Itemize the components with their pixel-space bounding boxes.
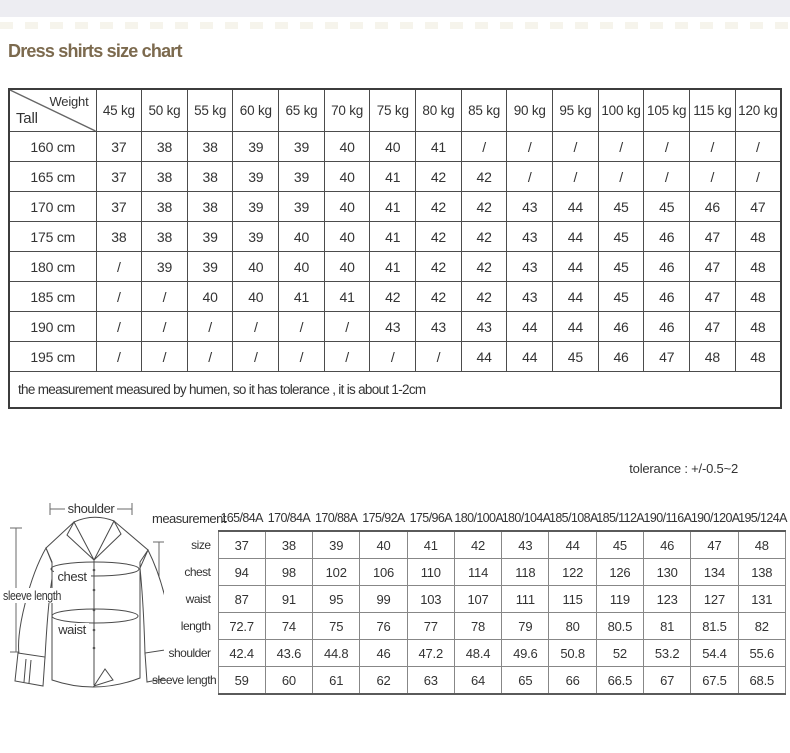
measurement-value-cell: 82 [738,613,785,640]
size-chart-row [9,162,781,192]
measurement-value-cell: 94 [218,559,265,586]
measurement-value-cell: 49.6 [502,640,549,667]
waist-label: waist [58,622,86,637]
size-value-cell: 42 [416,222,462,252]
measurement-header-row [152,505,786,531]
size-value-cell: / [324,312,370,342]
measurement-value-cell: 39 [313,531,360,559]
size-value-cell: 42 [416,162,462,192]
weight-header-cell: 90 kg [507,89,553,132]
size-value-cell: / [142,342,188,372]
size-value-cell: 45 [598,192,644,222]
size-value-cell: 47 [644,342,690,372]
weight-header-cell: 100 kg [598,89,644,132]
measurement-column-header: 195/124A [738,505,785,531]
measurement-row-label: waist [185,592,211,606]
measurement-column-header: 175/92A [360,505,407,531]
size-value-cell: / [735,132,781,162]
weight-header-cell: 50 kg [142,89,188,132]
measurement-row [152,640,786,667]
weight-header-cell: 70 kg [324,89,370,132]
measurement-value-cell: 62 [360,667,407,695]
size-chart-row [9,312,781,342]
size-value-cell: / [279,312,325,342]
size-value-cell: 40 [279,222,325,252]
faded-watermark-strip [0,22,790,29]
measurement-row [152,613,786,640]
measurement-value-cell: 95 [313,586,360,613]
size-value-cell: 41 [370,252,416,282]
size-value-cell: / [735,162,781,192]
size-value-cell: / [690,162,736,192]
size-value-cell: / [187,312,233,342]
size-value-cell: 39 [233,222,279,252]
sleeve-length-label: sleeve length [3,588,62,603]
size-value-cell: 39 [142,252,188,282]
measurement-value-cell: 103 [407,586,454,613]
size-value-cell: / [644,162,690,192]
size-value-cell: 44 [507,342,553,372]
size-value-cell: 42 [416,252,462,282]
measurement-value-cell: 50.8 [549,640,596,667]
size-value-cell: / [690,132,736,162]
measurement-value-cell: 42.4 [218,640,265,667]
measurement-value-cell: 63 [407,667,454,695]
measurement-column-header: 190/120A [691,505,738,531]
measurement-value-cell: 43.6 [265,640,312,667]
measurement-value-cell: 119 [596,586,643,613]
corner-weight-label: Weight [49,94,89,109]
size-value-cell: 39 [279,132,325,162]
size-value-cell: 46 [644,282,690,312]
measurement-value-cell: 60 [265,667,312,695]
size-value-cell: 44 [553,282,599,312]
size-value-cell: / [96,312,142,342]
size-value-cell: 40 [324,222,370,252]
size-value-cell: / [142,312,188,342]
size-value-cell: 46 [598,312,644,342]
size-value-cell: 43 [507,282,553,312]
measurement-value-cell: 46 [644,531,691,559]
size-value-cell: 40 [324,252,370,282]
size-value-cell: / [416,342,462,372]
measurement-value-cell: 74 [265,613,312,640]
size-value-cell: 39 [233,162,279,192]
size-value-cell: 42 [461,252,507,282]
weight-header-cell: 105 kg [644,89,690,132]
measurement-value-cell: 66 [549,667,596,695]
size-value-cell: / [553,162,599,192]
size-value-cell: 39 [279,162,325,192]
size-value-cell: 46 [598,342,644,372]
measurement-value-cell: 54.4 [691,640,738,667]
size-value-cell: 38 [142,132,188,162]
measurement-value-cell: 131 [738,586,785,613]
measurement-value-cell: 43 [502,531,549,559]
size-value-cell: 45 [553,342,599,372]
corner-tall-label: Tall [16,110,38,127]
tall-cell: 175 cm [9,222,96,252]
size-value-cell: 46 [644,222,690,252]
weight-header-cell: 120 kg [735,89,781,132]
measurement-value-cell: 111 [502,586,549,613]
size-value-cell: / [324,342,370,372]
size-value-cell: 38 [142,222,188,252]
measurement-row-label: size [191,537,211,552]
size-value-cell: 44 [553,252,599,282]
size-value-cell: 41 [416,132,462,162]
tall-cell: 185 cm [9,282,96,312]
measurement-column-header: 185/108A [549,505,596,531]
size-value-cell: 48 [735,312,781,342]
measurement-value-cell: 38 [265,531,312,559]
size-chart-row [9,132,781,162]
measurement-row-label: length [180,619,211,633]
size-value-cell: / [233,342,279,372]
tall-cell: 170 cm [9,192,96,222]
size-value-cell: 48 [735,252,781,282]
weight-header-cell: 95 kg [553,89,599,132]
note-row [9,372,781,409]
size-value-cell: 39 [233,192,279,222]
measurement-value-cell: 66.5 [596,667,643,695]
tall-cell: 195 cm [9,342,96,372]
measurement-column-header: 185/112A [596,505,643,531]
size-value-cell: / [644,132,690,162]
measurement-value-cell: 48.4 [454,640,501,667]
size-value-cell: / [96,342,142,372]
size-value-cell: 48 [690,342,736,372]
size-chart-row [9,252,781,282]
size-value-cell: 41 [370,162,416,192]
size-value-cell: 45 [598,222,644,252]
size-value-cell: 44 [553,192,599,222]
measurement-value-cell: 40 [360,531,407,559]
measurement-value-cell: 98 [265,559,312,586]
top-bar [0,0,790,17]
measurement-value-cell: 126 [596,559,643,586]
size-value-cell: 41 [370,222,416,252]
size-value-cell: 48 [735,222,781,252]
size-value-cell: 38 [187,132,233,162]
measurement-value-cell: 79 [502,613,549,640]
size-value-cell: 43 [507,192,553,222]
size-chart-row [9,222,781,252]
measurement-value-cell: 123 [644,586,691,613]
measurement-value-cell: 75 [313,613,360,640]
size-value-cell: / [233,312,279,342]
measurement-value-cell: 130 [644,559,691,586]
chest-label: chest [57,569,87,584]
measurement-row-label: shoulder [168,646,211,660]
measurement-value-cell: 115 [549,586,596,613]
size-value-cell: 40 [324,192,370,222]
measurement-row [152,586,786,613]
shirt-diagram [2,492,164,720]
measurement-row-label: chest [184,565,211,579]
size-value-cell: 39 [187,222,233,252]
weight-header-cell: 85 kg [461,89,507,132]
size-value-cell: 42 [461,192,507,222]
size-value-cell: 39 [187,252,233,282]
size-value-cell: 47 [690,312,736,342]
size-chart-table [8,88,782,409]
measurement-value-cell: 68.5 [738,667,785,695]
measurement-value-cell: 107 [454,586,501,613]
size-value-cell: 42 [416,282,462,312]
size-value-cell: 38 [96,222,142,252]
size-value-cell: / [598,162,644,192]
size-value-cell: 40 [233,282,279,312]
size-value-cell: 40 [370,132,416,162]
tall-cell: 165 cm [9,162,96,192]
tolerance-note: tolerance : +/-0.5~2 [629,461,738,476]
size-value-cell: 43 [416,312,462,342]
measurement-value-cell: 80.5 [596,613,643,640]
size-value-cell: 40 [324,162,370,192]
size-value-cell: / [507,162,553,192]
size-value-cell: 40 [187,282,233,312]
size-value-cell: / [279,342,325,372]
size-value-cell: 37 [96,162,142,192]
size-chart-row [9,192,781,222]
size-value-cell: / [461,132,507,162]
weight-header-cell: 55 kg [187,89,233,132]
size-value-cell: 40 [233,252,279,282]
size-value-cell: / [96,282,142,312]
measurement-value-cell: 76 [360,613,407,640]
measurement-column-header: 175/96A [407,505,454,531]
weight-header-row [9,89,781,132]
measurement-value-cell: 64 [454,667,501,695]
measurement-value-cell: 55.6 [738,640,785,667]
size-value-cell: 46 [690,192,736,222]
measurement-value-cell: 67 [644,667,691,695]
size-chart-row [9,282,781,312]
size-value-cell: 43 [461,312,507,342]
size-value-cell: 44 [507,312,553,342]
measurement-value-cell: 67.5 [691,667,738,695]
size-value-cell: 40 [324,132,370,162]
size-value-cell: 47 [690,222,736,252]
measurement-value-cell: 138 [738,559,785,586]
measurement-value-cell: 59 [218,667,265,695]
measurement-row [152,531,786,559]
measurement-column-header: 190/116A [644,505,691,531]
size-value-cell: 47 [690,282,736,312]
measurement-header-label: measurement [152,510,226,526]
size-chart-row [9,342,781,372]
size-value-cell: 45 [598,252,644,282]
measurement-value-cell: 81 [644,613,691,640]
size-value-cell: 45 [598,282,644,312]
measurement-row [152,667,786,695]
measurement-column-header: 170/84A [265,505,312,531]
tall-cell: 160 cm [9,132,96,162]
measurement-value-cell: 37 [218,531,265,559]
measurement-value-cell: 48 [738,531,785,559]
size-value-cell: 40 [279,252,325,282]
measurement-value-cell: 87 [218,586,265,613]
size-value-cell: / [370,342,416,372]
measurement-value-cell: 46 [360,640,407,667]
measurement-value-cell: 127 [691,586,738,613]
measurement-value-cell: 61 [313,667,360,695]
size-value-cell: 44 [553,222,599,252]
size-value-cell: 38 [187,162,233,192]
size-value-cell: / [507,132,553,162]
size-value-cell: / [142,282,188,312]
tall-cell: 190 cm [9,312,96,342]
measurement-row-label: sleeve length [152,673,217,688]
size-value-cell: 42 [370,282,416,312]
measurement-value-cell: 47.2 [407,640,454,667]
measurement-value-cell: 45 [596,531,643,559]
size-value-cell: 38 [142,192,188,222]
size-value-cell: / [187,342,233,372]
measurement-value-cell: 42 [454,531,501,559]
size-value-cell: 46 [644,252,690,282]
size-value-cell: 46 [644,312,690,342]
tall-cell: 180 cm [9,252,96,282]
size-value-cell: 45 [644,192,690,222]
size-value-cell: 43 [507,252,553,282]
size-value-cell: 42 [461,162,507,192]
measurement-value-cell: 52 [596,640,643,667]
tall-weight-corner-cell [9,89,96,132]
measurement-value-cell: 41 [407,531,454,559]
size-value-cell: / [598,132,644,162]
measurement-column-header: 180/104A [502,505,549,531]
measurement-value-cell: 118 [502,559,549,586]
weight-header-cell: 45 kg [96,89,142,132]
tolerance-note-text: the measurement measured by humen, so it has tolerance , it is about 1-2cm [9,372,781,409]
weight-header-cell: 75 kg [370,89,416,132]
measurement-value-cell: 47 [691,531,738,559]
measurement-value-cell: 53.2 [644,640,691,667]
measurement-row [152,559,786,586]
size-value-cell: 44 [553,312,599,342]
measurement-value-cell: 91 [265,586,312,613]
measurement-column-header: 180/100A [454,505,501,531]
measurement-value-cell: 99 [360,586,407,613]
size-value-cell: 41 [279,282,325,312]
size-value-cell: 48 [735,282,781,312]
size-value-cell: 43 [507,222,553,252]
size-value-cell: 42 [461,222,507,252]
measurement-value-cell: 44 [549,531,596,559]
size-value-cell: 48 [735,342,781,372]
measurement-value-cell: 102 [313,559,360,586]
size-value-cell: 47 [690,252,736,282]
measurement-value-cell: 81.5 [691,613,738,640]
page-title: Dress shirts size chart [8,41,182,61]
measurement-value-cell: 44.8 [313,640,360,667]
size-value-cell: 42 [461,282,507,312]
measurement-value-cell: 65 [502,667,549,695]
size-value-cell: 37 [96,132,142,162]
measurement-column-header: 165/84A [218,505,265,531]
size-value-cell: 43 [370,312,416,342]
measurement-value-cell: 77 [407,613,454,640]
size-value-cell: 37 [96,192,142,222]
measurement-value-cell: 110 [407,559,454,586]
measurement-value-cell: 80 [549,613,596,640]
weight-header-cell: 60 kg [233,89,279,132]
size-value-cell: 47 [735,192,781,222]
measurement-value-cell: 72.7 [218,613,265,640]
size-value-cell: 38 [187,192,233,222]
size-value-cell: 39 [233,132,279,162]
weight-header-cell: 115 kg [690,89,736,132]
measurement-value-cell: 78 [454,613,501,640]
size-value-cell: / [553,132,599,162]
size-value-cell: 38 [142,162,188,192]
size-value-cell: 41 [324,282,370,312]
measurement-value-cell: 106 [360,559,407,586]
shoulder-label: shoulder [67,501,115,516]
size-value-cell: 41 [370,192,416,222]
size-value-cell: 42 [416,192,462,222]
measurement-column-header: 170/88A [313,505,360,531]
measurement-value-cell: 134 [691,559,738,586]
size-value-cell: 44 [461,342,507,372]
weight-header-cell: 80 kg [416,89,462,132]
size-value-cell: / [96,252,142,282]
weight-header-cell: 65 kg [279,89,325,132]
measurement-value-cell: 122 [549,559,596,586]
measurement-table [152,505,786,695]
size-value-cell: 39 [279,192,325,222]
measurement-value-cell: 114 [454,559,501,586]
